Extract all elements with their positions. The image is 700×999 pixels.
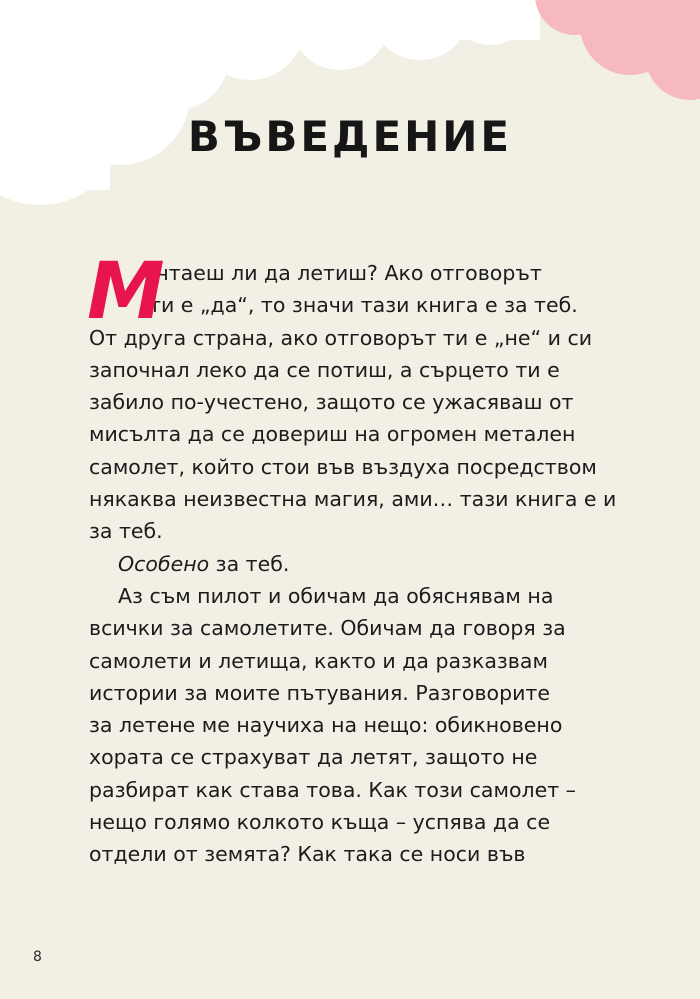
emphasis-word: Особено — [118, 551, 210, 576]
text-line: От друга страна, ако отговорът ти е „не“ и си — [89, 325, 593, 350]
body-text — [87, 247, 617, 871]
text-line: истории за моите пътувания. Разговорите — [89, 680, 550, 705]
text-line: самолет, който стои във въздуха посредством — [89, 454, 597, 479]
text-line: самолети и летища, както и да разказвам — [89, 648, 548, 673]
pink-cloud — [535, 0, 700, 100]
drop-cap: М — [87, 247, 165, 337]
text-line: за летене ме научиха на нещо: обикновено — [89, 713, 563, 738]
text-line: отдели от земята? Как така се носи във — [89, 842, 526, 867]
text-line: някаква неизвестна магия, ами… тази книга е и — [89, 487, 617, 512]
page-number: 8 — [33, 949, 42, 965]
text-line: всички за самолетите. Обичам да говоря за — [89, 616, 566, 641]
text-line: Аз съм пилот и обичам да обяснявам на — [118, 583, 554, 608]
text-line: разбират как става това. Как този самолет – — [89, 777, 576, 802]
text-line: ти е „да“, то значи тази книга е за теб. — [149, 293, 578, 318]
text-line: започнал леко да се потиш, а сърцето ти е — [89, 357, 560, 382]
chapter-title: ВЪВЕДЕНИЕ — [187, 112, 513, 161]
text-line: хората се страхуват да летят, защото не — [89, 745, 538, 770]
emphasis-rest: за теб. — [209, 551, 290, 576]
white-cloud — [0, 0, 540, 205]
text-line: нещо голямо колкото къща – успява да се — [89, 810, 551, 835]
emphasis-line — [89, 548, 609, 580]
text-line: за теб. — [89, 519, 163, 544]
text-line: мисълта да се довериш на огромен метален — [89, 422, 576, 447]
text-line: забило по-учестено, защото се ужасяваш от — [89, 390, 574, 415]
text-line: ечтаеш ли да летиш? Ако отговорът — [144, 261, 542, 285]
